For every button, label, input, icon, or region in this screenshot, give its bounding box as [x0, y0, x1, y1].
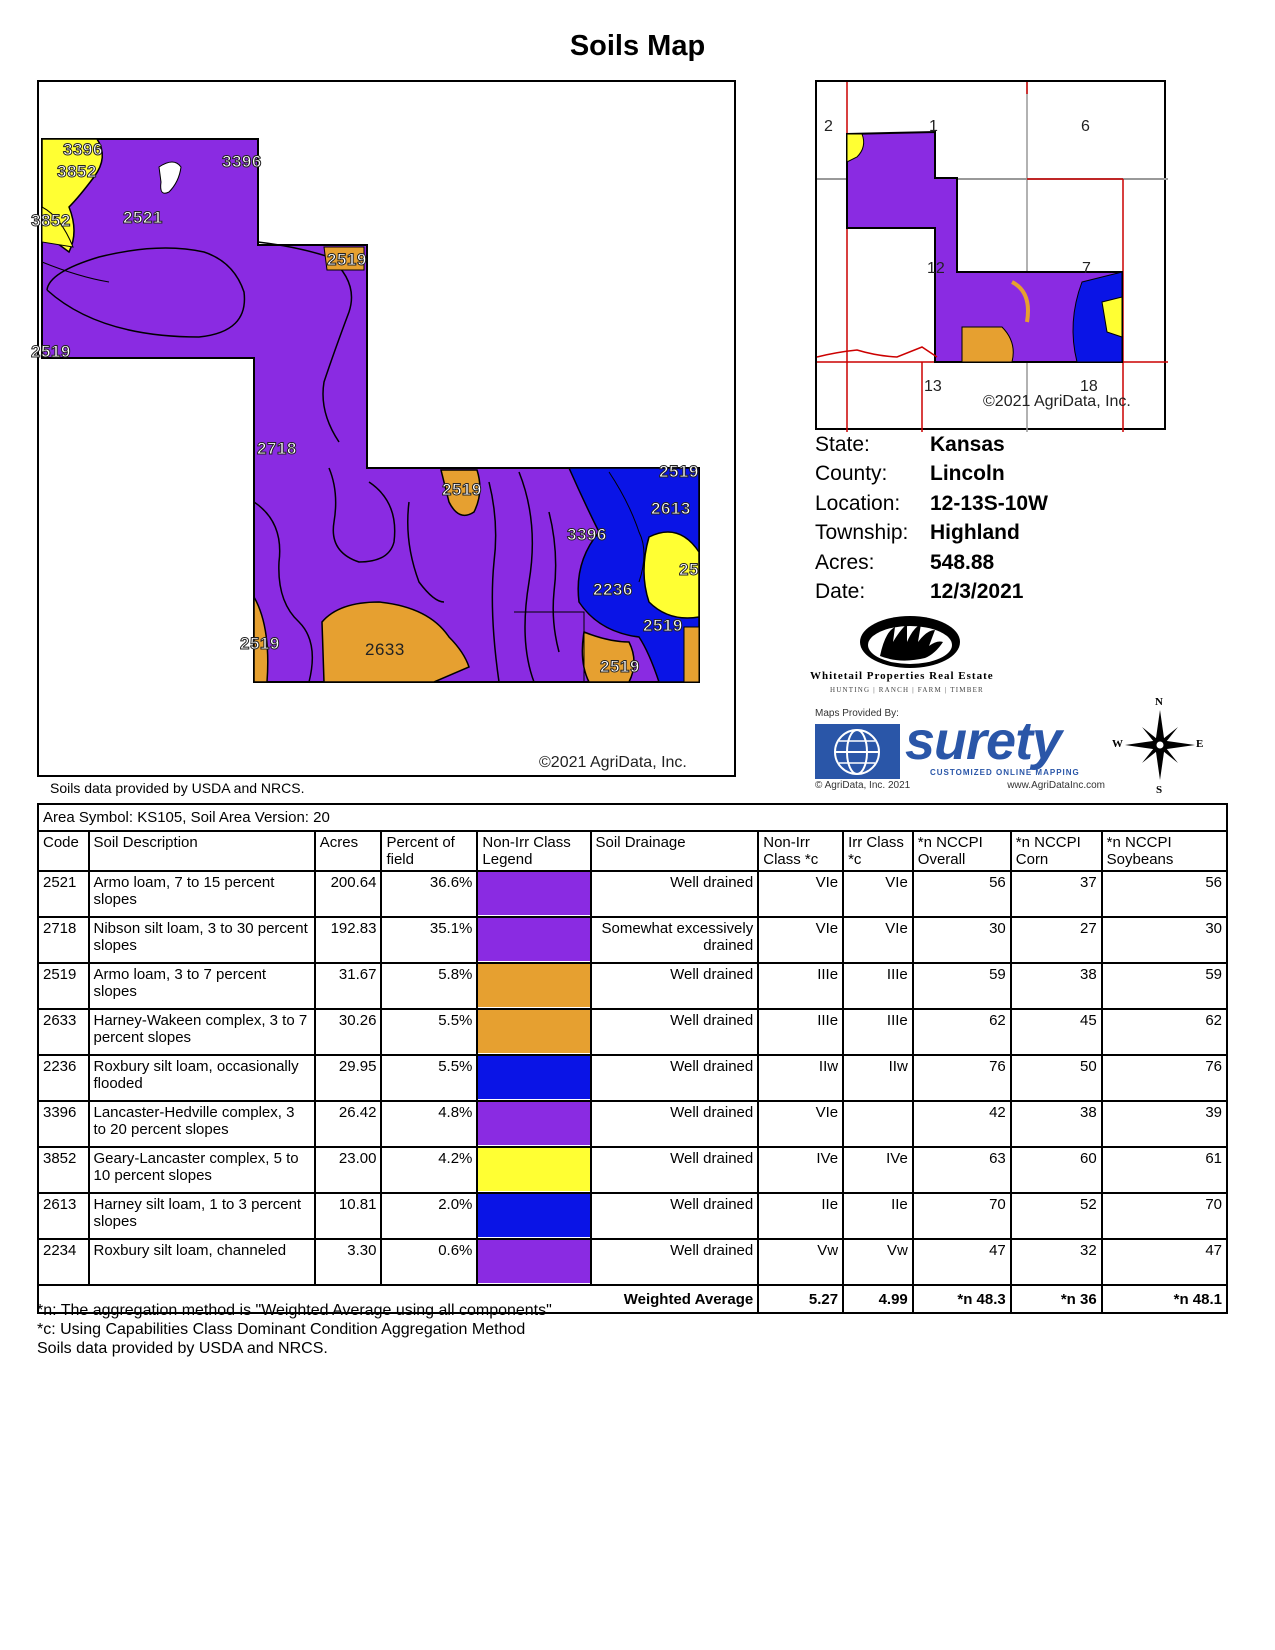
cell-code: 2718 — [38, 917, 89, 963]
map-label: 2519 — [643, 616, 683, 635]
info-label: State: — [815, 432, 870, 456]
table-row — [38, 1009, 1227, 1055]
legend-color — [478, 1102, 589, 1145]
table-row — [38, 871, 1227, 917]
map-label: 2236 — [593, 580, 633, 599]
page-title: Soils Map — [569, 30, 706, 62]
surety-copyright: © AgriData, Inc. 2021 — [815, 780, 911, 791]
cell-pct: 0.6% — [381, 1239, 477, 1285]
cell-overall: 56 — [913, 871, 1011, 917]
legend-color — [478, 1194, 589, 1237]
footnote: Soils data provided by USDA and NRCS. — [37, 1340, 328, 1357]
cell-desc: Geary-Lancaster complex, 5 to 10 percent slopes — [89, 1147, 315, 1193]
cell-overall: 70 — [913, 1193, 1011, 1239]
compass-s: S — [1156, 784, 1163, 796]
cell-overall: 62 — [913, 1009, 1011, 1055]
cell-code: 2521 — [38, 871, 89, 917]
cell-nonirr: IVe — [758, 1147, 843, 1193]
cell-irr: IIIe — [843, 963, 913, 1009]
legend-swatch — [477, 1009, 590, 1055]
cell-soy: 70 — [1102, 1193, 1227, 1239]
cell-acres: 31.67 — [315, 963, 382, 1009]
info-value: 12-13S-10W — [930, 491, 1048, 515]
cell-irr: VIe — [843, 917, 913, 963]
property-info — [815, 430, 1048, 607]
legend-color — [478, 918, 589, 961]
column-header: Non-Irr Class Legend — [477, 831, 590, 871]
footnote: *n: The aggregation method is "Weighted Average using all components" — [37, 1302, 552, 1319]
whitetail-logo — [810, 612, 1010, 694]
cell-overall: 76 — [913, 1055, 1011, 1101]
weighted-overall: *n 48.3 — [913, 1285, 1011, 1313]
map-copyright: ©2021 AgriData, Inc. — [539, 754, 687, 771]
surety-url: www.AgriDataInc.com — [1007, 780, 1105, 791]
column-header: Code — [38, 831, 89, 871]
cell-corn: 37 — [1011, 871, 1102, 917]
cell-code: 2633 — [38, 1009, 89, 1055]
cell-desc: Nibson silt loam, 3 to 30 percent slopes — [89, 917, 315, 963]
compass-w: W — [1112, 738, 1123, 750]
info-label: Township: — [815, 521, 909, 545]
legend-color — [478, 964, 589, 1007]
cell-drainage: Somewhat excessively drained — [591, 917, 759, 963]
column-header: Percent of field — [381, 831, 477, 871]
weighted-soy: *n 48.1 — [1102, 1285, 1227, 1313]
cell-irr: Vw — [843, 1239, 913, 1285]
table-row — [38, 1147, 1227, 1193]
locator-map[interactable] — [815, 80, 1166, 430]
info-row-state — [815, 430, 1048, 460]
cell-desc: Roxbury silt loam, channeled — [89, 1239, 315, 1285]
cell-desc: Roxbury silt loam, occasionally flooded — [89, 1055, 315, 1101]
info-value: 548.88 — [930, 550, 995, 574]
cell-acres: 29.95 — [315, 1055, 382, 1101]
info-row-date — [815, 578, 1048, 608]
cell-soy: 61 — [1102, 1147, 1227, 1193]
cell-corn: 60 — [1011, 1147, 1102, 1193]
cell-corn: 32 — [1011, 1239, 1102, 1285]
cell-drainage: Well drained — [591, 1193, 759, 1239]
weighted-nonirr: 5.27 — [758, 1285, 843, 1313]
cell-desc: Armo loam, 7 to 15 percent slopes — [89, 871, 315, 917]
legend-swatch — [477, 871, 590, 917]
cell-acres: 10.81 — [315, 1193, 382, 1239]
cell-desc: Armo loam, 3 to 7 percent slopes — [89, 963, 315, 1009]
cell-pct: 2.0% — [381, 1193, 477, 1239]
cell-pct: 5.5% — [381, 1055, 477, 1101]
cell-desc: Lancaster-Hedville complex, 3 to 20 percent slopes — [89, 1101, 315, 1147]
map-label: 2521 — [123, 208, 163, 227]
cell-overall: 63 — [913, 1147, 1011, 1193]
cell-soy: 39 — [1102, 1101, 1227, 1147]
info-row-acres — [815, 548, 1048, 578]
legend-swatch — [477, 917, 590, 963]
soil-table — [37, 803, 1228, 1314]
cell-code: 2519 — [38, 963, 89, 1009]
cell-code: 2613 — [38, 1193, 89, 1239]
whitetail-tagline: HUNTING | RANCH | FARM | TIMBER — [830, 686, 984, 694]
cell-drainage: Well drained — [591, 1147, 759, 1193]
cell-soy: 30 — [1102, 917, 1227, 963]
whitetail-name: Whitetail Properties Real Estate — [810, 670, 994, 682]
cell-code: 2234 — [38, 1239, 89, 1285]
table-row — [38, 1055, 1227, 1101]
cell-code: 3396 — [38, 1101, 89, 1147]
cell-soy: 47 — [1102, 1239, 1227, 1285]
globe-icon — [815, 724, 900, 779]
cell-overall: 30 — [913, 917, 1011, 963]
legend-swatch — [477, 1239, 590, 1285]
surety-logo — [815, 708, 1105, 798]
cell-corn: 45 — [1011, 1009, 1102, 1055]
cell-pct: 5.5% — [381, 1009, 477, 1055]
map-label: 3396 — [222, 152, 262, 171]
cell-desc: Harney silt loam, 1 to 3 percent slopes — [89, 1193, 315, 1239]
surety-tagline: CUSTOMIZED ONLINE MAPPING — [930, 768, 1080, 777]
info-row-location — [815, 489, 1048, 519]
section-label: 2 — [824, 118, 833, 135]
table-row — [38, 963, 1227, 1009]
cell-acres: 30.26 — [315, 1009, 382, 1055]
table-row — [38, 1193, 1227, 1239]
cell-irr: IVe — [843, 1147, 913, 1193]
area-symbol: Area Symbol: KS105, Soil Area Version: 20 — [38, 804, 1227, 831]
map-label: 2519 — [327, 250, 367, 269]
weighted-corn: *n 36 — [1011, 1285, 1102, 1313]
cell-irr — [843, 1101, 913, 1147]
compass-rose-icon — [1112, 696, 1204, 796]
cell-irr: VIe — [843, 871, 913, 917]
map-label: 2613 — [651, 499, 691, 518]
map-label: 2718 — [257, 439, 297, 458]
section-label: 12 — [927, 260, 945, 277]
cell-soy: 59 — [1102, 963, 1227, 1009]
legend-color — [478, 872, 589, 915]
cell-nonirr: IIIe — [758, 1009, 843, 1055]
info-value: Kansas — [930, 432, 1005, 456]
column-header: Soil Drainage — [591, 831, 759, 871]
cell-pct: 5.8% — [381, 963, 477, 1009]
map-label: 25 — [679, 560, 699, 579]
map-label: 3396 — [567, 525, 607, 544]
cell-drainage: Well drained — [591, 871, 759, 917]
info-label: Location: — [815, 491, 901, 515]
map-label: 3396 — [63, 140, 103, 159]
info-label: County: — [815, 462, 888, 486]
cell-pct: 36.6% — [381, 871, 477, 917]
cell-desc: Harney-Wakeen complex, 3 to 7 percent slopes — [89, 1009, 315, 1055]
cell-overall: 47 — [913, 1239, 1011, 1285]
legend-color — [478, 1240, 589, 1283]
map-label: 2519 — [442, 480, 482, 499]
footnote: *c: Using Capabilities Class Dominant Condition Aggregation Method — [37, 1321, 526, 1338]
cell-soy: 56 — [1102, 871, 1227, 917]
section-label: 13 — [924, 378, 942, 395]
weighted-irr: 4.99 — [843, 1285, 913, 1313]
map-label: 2519 — [240, 634, 280, 653]
table-body — [38, 871, 1227, 1285]
surety-brand: surety — [905, 711, 1062, 771]
column-header: Non-Irr Class *c — [758, 831, 843, 871]
cell-corn: 38 — [1011, 963, 1102, 1009]
cell-soy: 62 — [1102, 1009, 1227, 1055]
locator-copyright: ©2021 AgriData, Inc. — [983, 393, 1131, 410]
cell-nonirr: IIIe — [758, 963, 843, 1009]
map-label: 2519 — [600, 657, 640, 676]
legend-color — [478, 1010, 589, 1053]
cell-drainage: Well drained — [591, 1239, 759, 1285]
legend-swatch — [477, 1101, 590, 1147]
section-label: 7 — [1082, 260, 1091, 277]
cell-drainage: Well drained — [591, 963, 759, 1009]
map-label: 2519 — [31, 342, 71, 361]
info-label: Date: — [815, 580, 866, 604]
cell-overall: 59 — [913, 963, 1011, 1009]
cell-irr: IIe — [843, 1193, 913, 1239]
cell-corn: 50 — [1011, 1055, 1102, 1101]
column-header: *n NCCPI Overall — [913, 831, 1011, 871]
soils-map[interactable] — [31, 80, 736, 777]
cell-pct: 4.8% — [381, 1101, 477, 1147]
legend-color — [478, 1056, 589, 1099]
paw-icon — [855, 612, 965, 670]
cell-overall: 42 — [913, 1101, 1011, 1147]
map-label: 2519 — [659, 462, 699, 481]
legend-color — [478, 1148, 589, 1191]
weighted-average-label: Weighted Average — [38, 1285, 758, 1313]
surety-footer — [815, 780, 1105, 791]
column-header: Acres — [315, 831, 382, 871]
cell-drainage: Well drained — [591, 1009, 759, 1055]
table-row — [38, 1239, 1227, 1285]
cell-acres: 26.42 — [315, 1101, 382, 1147]
map-label: 2633 — [365, 640, 405, 659]
cell-corn: 52 — [1011, 1193, 1102, 1239]
column-header: Soil Description — [89, 831, 315, 871]
cell-nonirr: VIe — [758, 917, 843, 963]
section-label: 18 — [1080, 378, 1098, 395]
info-value: Lincoln — [930, 462, 1005, 486]
compass-e: E — [1196, 738, 1204, 750]
cell-pct: 35.1% — [381, 917, 477, 963]
legend-swatch — [477, 1147, 590, 1193]
map-label: 3852 — [31, 211, 71, 230]
locator-map-graphic — [817, 82, 1168, 432]
cell-corn: 27 — [1011, 917, 1102, 963]
cell-soy: 76 — [1102, 1055, 1227, 1101]
table-header-row — [38, 831, 1227, 871]
info-label: Acres: — [815, 550, 875, 574]
column-header: Irr Class *c — [843, 831, 913, 871]
table-row — [38, 1101, 1227, 1147]
cell-pct: 4.2% — [381, 1147, 477, 1193]
cell-nonirr: VIe — [758, 1101, 843, 1147]
info-value: 12/3/2021 — [930, 580, 1024, 604]
info-row-county — [815, 460, 1048, 490]
table-row — [38, 917, 1227, 963]
footnotes — [37, 1301, 552, 1358]
map-label: 3852 — [57, 162, 97, 181]
compass-n: N — [1155, 696, 1163, 708]
column-header: *n NCCPI Soybeans — [1102, 831, 1227, 871]
cell-nonirr: IIw — [758, 1055, 843, 1101]
cell-acres: 200.64 — [315, 871, 382, 917]
cell-drainage: Well drained — [591, 1055, 759, 1101]
cell-code: 3852 — [38, 1147, 89, 1193]
cell-acres: 23.00 — [315, 1147, 382, 1193]
column-header: *n NCCPI Corn — [1011, 831, 1102, 871]
section-label: 6 — [1081, 118, 1090, 135]
section-label: 1 — [929, 118, 938, 135]
cell-code: 2236 — [38, 1055, 89, 1101]
cell-irr: IIIe — [843, 1009, 913, 1055]
legend-swatch — [477, 1055, 590, 1101]
info-value: Highland — [930, 521, 1020, 545]
cell-corn: 38 — [1011, 1101, 1102, 1147]
maps-provided-label: Maps Provided By: — [815, 708, 899, 719]
cell-nonirr: Vw — [758, 1239, 843, 1285]
cell-acres: 192.83 — [315, 917, 382, 963]
cell-irr: IIw — [843, 1055, 913, 1101]
cell-nonirr: VIe — [758, 871, 843, 917]
info-row-township — [815, 519, 1048, 549]
soils-source-note: Soils data provided by USDA and NRCS. — [50, 780, 305, 796]
legend-swatch — [477, 963, 590, 1009]
cell-drainage: Well drained — [591, 1101, 759, 1147]
legend-swatch — [477, 1193, 590, 1239]
cell-acres: 3.30 — [315, 1239, 382, 1285]
cell-nonirr: IIe — [758, 1193, 843, 1239]
compass-graphic — [1120, 700, 1200, 790]
